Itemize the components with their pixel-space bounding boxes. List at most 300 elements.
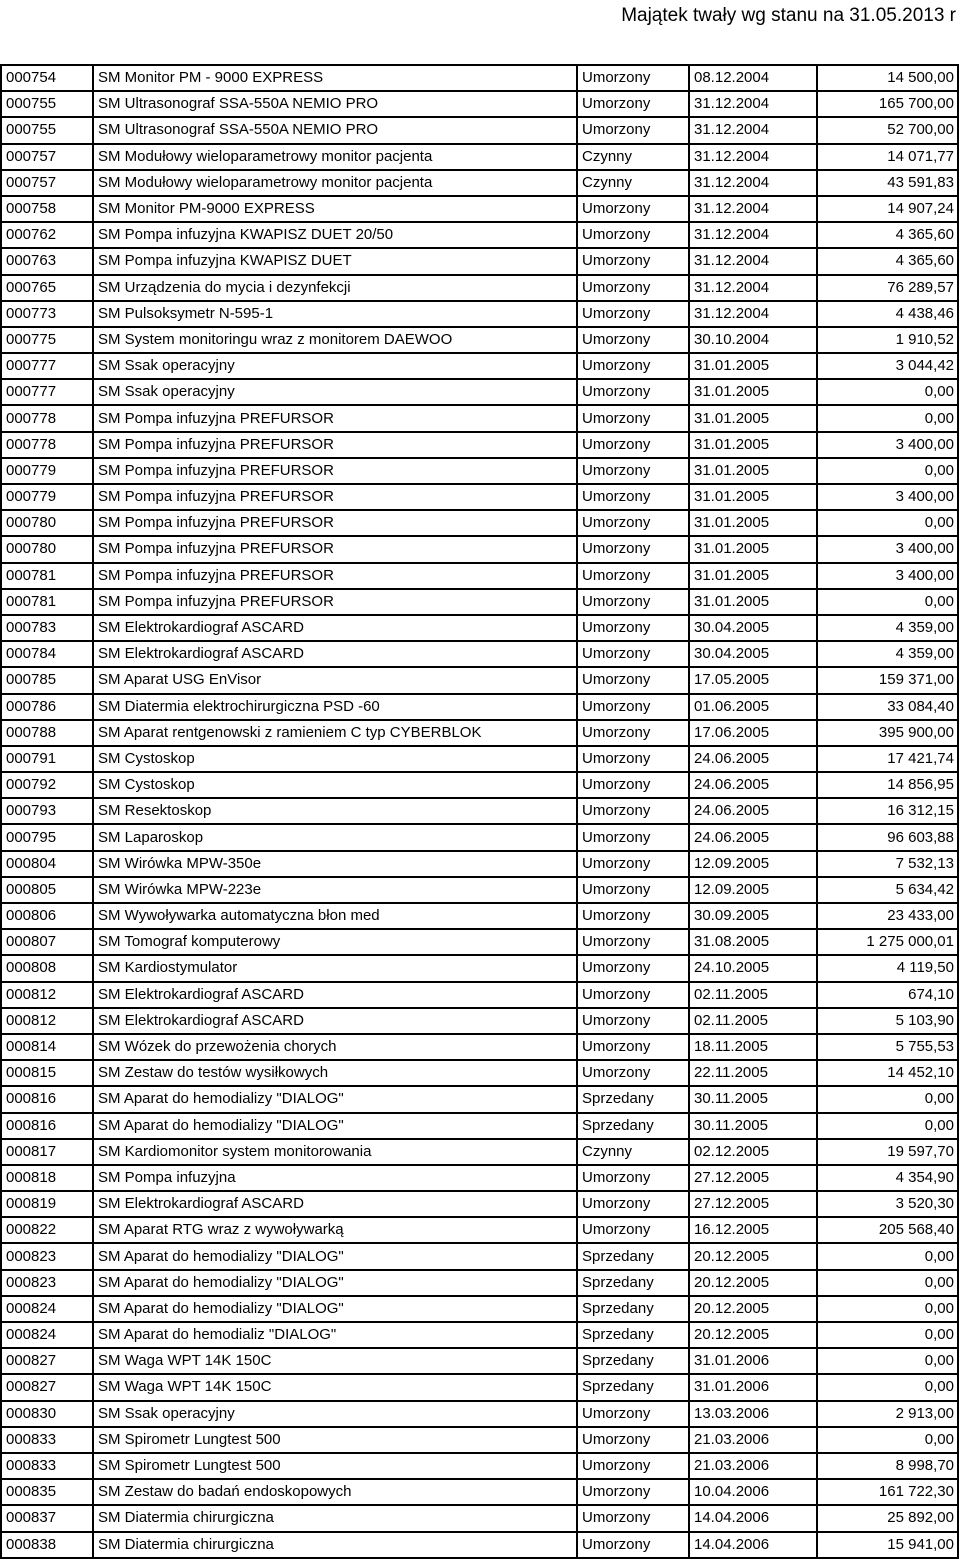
- asset-value-cell: 3 400,00: [817, 536, 958, 562]
- asset-value-cell: 2 913,00: [817, 1401, 958, 1427]
- asset-date-cell: 31.12.2004: [689, 275, 817, 301]
- asset-id-cell: 000815: [1, 1060, 93, 1086]
- asset-value-cell: 0,00: [817, 1086, 958, 1112]
- asset-date-cell: 31.12.2004: [689, 196, 817, 222]
- asset-value-cell: 1 275 000,01: [817, 929, 958, 955]
- asset-status-cell: Umorzony: [577, 877, 689, 903]
- asset-status-cell: Umorzony: [577, 589, 689, 615]
- asset-date-cell: 31.12.2004: [689, 170, 817, 196]
- asset-name-cell: SM Pompa infuzyjna PREFURSOR: [93, 563, 577, 589]
- asset-name-cell: SM Pompa infuzyjna: [93, 1165, 577, 1191]
- asset-status-cell: Umorzony: [577, 1034, 689, 1060]
- asset-name-cell: SM Aparat do hemodializ "DIALOG": [93, 1322, 577, 1348]
- asset-status-cell: Umorzony: [577, 1217, 689, 1243]
- asset-status-cell: Czynny: [577, 1139, 689, 1165]
- asset-status-cell: Umorzony: [577, 65, 689, 91]
- asset-value-cell: 14 907,24: [817, 196, 958, 222]
- table-row: [1, 798, 958, 824]
- table-row: [1, 1113, 958, 1139]
- asset-date-cell: 13.03.2006: [689, 1401, 817, 1427]
- table-row: [1, 1270, 958, 1296]
- table-row: [1, 1296, 958, 1322]
- asset-status-cell: Umorzony: [577, 903, 689, 929]
- asset-date-cell: 31.12.2004: [689, 248, 817, 274]
- asset-status-cell: Umorzony: [577, 1453, 689, 1479]
- asset-name-cell: SM Tomograf komputerowy: [93, 929, 577, 955]
- asset-status-cell: Umorzony: [577, 772, 689, 798]
- asset-id-cell: 000755: [1, 117, 93, 143]
- asset-value-cell: 14 856,95: [817, 772, 958, 798]
- asset-id-cell: 000773: [1, 301, 93, 327]
- asset-value-cell: 0,00: [817, 458, 958, 484]
- asset-date-cell: 20.12.2005: [689, 1270, 817, 1296]
- asset-date-cell: 20.12.2005: [689, 1243, 817, 1269]
- asset-name-cell: SM Aparat rentgenowski z ramieniem C typ CYBERBLOK: [93, 720, 577, 746]
- asset-name-cell: SM Elektrokardiograf ASCARD: [93, 641, 577, 667]
- asset-id-cell: 000807: [1, 929, 93, 955]
- asset-date-cell: 31.12.2004: [689, 301, 817, 327]
- asset-value-cell: 43 591,83: [817, 170, 958, 196]
- asset-date-cell: 30.11.2005: [689, 1086, 817, 1112]
- asset-name-cell: SM Cystoskop: [93, 746, 577, 772]
- asset-value-cell: 0,00: [817, 510, 958, 536]
- table-row: [1, 746, 958, 772]
- asset-name-cell: SM Monitor PM-9000 EXPRESS: [93, 196, 577, 222]
- asset-status-cell: Sprzedany: [577, 1113, 689, 1139]
- asset-status-cell: Umorzony: [577, 248, 689, 274]
- asset-name-cell: SM Diatermia elektrochirurgiczna PSD -60: [93, 694, 577, 720]
- asset-name-cell: SM Waga WPT 14K 150C: [93, 1348, 577, 1374]
- asset-name-cell: SM Pompa infuzyjna PREFURSOR: [93, 536, 577, 562]
- asset-id-cell: 000824: [1, 1296, 93, 1322]
- table-row: [1, 1060, 958, 1086]
- table-row: [1, 1374, 958, 1400]
- asset-value-cell: 3 044,42: [817, 353, 958, 379]
- asset-status-cell: Umorzony: [577, 694, 689, 720]
- asset-name-cell: SM Kardiomonitor system monitorowania: [93, 1139, 577, 1165]
- asset-value-cell: 33 084,40: [817, 694, 958, 720]
- asset-date-cell: 30.10.2004: [689, 327, 817, 353]
- asset-status-cell: Umorzony: [577, 1427, 689, 1453]
- asset-date-cell: 14.04.2006: [689, 1532, 817, 1558]
- asset-status-cell: Sprzedany: [577, 1270, 689, 1296]
- asset-id-cell: 000824: [1, 1322, 93, 1348]
- asset-name-cell: SM Ssak operacyjny: [93, 353, 577, 379]
- asset-id-cell: 000830: [1, 1401, 93, 1427]
- asset-status-cell: Umorzony: [577, 563, 689, 589]
- table-row: [1, 877, 958, 903]
- table-row: [1, 589, 958, 615]
- asset-id-cell: 000765: [1, 275, 93, 301]
- asset-value-cell: 15 941,00: [817, 1532, 958, 1558]
- table-row: [1, 563, 958, 589]
- asset-value-cell: 674,10: [817, 982, 958, 1008]
- table-row: [1, 1217, 958, 1243]
- asset-id-cell: 000791: [1, 746, 93, 772]
- asset-value-cell: 16 312,15: [817, 798, 958, 824]
- asset-id-cell: 000777: [1, 379, 93, 405]
- asset-date-cell: 31.01.2005: [689, 536, 817, 562]
- asset-value-cell: 395 900,00: [817, 720, 958, 746]
- asset-name-cell: SM Aparat RTG wraz z wywoływarką: [93, 1217, 577, 1243]
- asset-date-cell: 16.12.2005: [689, 1217, 817, 1243]
- asset-date-cell: 30.11.2005: [689, 1113, 817, 1139]
- asset-date-cell: 31.01.2005: [689, 458, 817, 484]
- asset-name-cell: SM Urządzenia do mycia i dezynfekcji: [93, 275, 577, 301]
- asset-date-cell: 12.09.2005: [689, 877, 817, 903]
- table-row: [1, 1191, 958, 1217]
- asset-name-cell: SM Pompa infuzyjna KWAPISZ DUET: [93, 248, 577, 274]
- asset-id-cell: 000822: [1, 1217, 93, 1243]
- asset-value-cell: 159 371,00: [817, 667, 958, 693]
- table-row: [1, 694, 958, 720]
- asset-id-cell: 000781: [1, 563, 93, 589]
- asset-name-cell: SM Zestaw do badań endoskopowych: [93, 1479, 577, 1505]
- asset-date-cell: 31.08.2005: [689, 929, 817, 955]
- asset-date-cell: 31.01.2005: [689, 510, 817, 536]
- asset-id-cell: 000757: [1, 170, 93, 196]
- asset-date-cell: 27.12.2005: [689, 1191, 817, 1217]
- asset-id-cell: 000763: [1, 248, 93, 274]
- asset-status-cell: Umorzony: [577, 746, 689, 772]
- asset-date-cell: 27.12.2005: [689, 1165, 817, 1191]
- asset-date-cell: 24.06.2005: [689, 772, 817, 798]
- asset-id-cell: 000758: [1, 196, 93, 222]
- asset-date-cell: 24.06.2005: [689, 824, 817, 850]
- asset-status-cell: Umorzony: [577, 353, 689, 379]
- asset-value-cell: 0,00: [817, 1348, 958, 1374]
- asset-value-cell: 23 433,00: [817, 903, 958, 929]
- asset-date-cell: 24.06.2005: [689, 746, 817, 772]
- table-row: [1, 1008, 958, 1034]
- asset-value-cell: 7 532,13: [817, 851, 958, 877]
- asset-id-cell: 000780: [1, 510, 93, 536]
- asset-status-cell: Umorzony: [577, 91, 689, 117]
- asset-id-cell: 000755: [1, 91, 93, 117]
- asset-id-cell: 000819: [1, 1191, 93, 1217]
- asset-date-cell: 31.01.2005: [689, 432, 817, 458]
- asset-date-cell: 12.09.2005: [689, 851, 817, 877]
- asset-id-cell: 000833: [1, 1427, 93, 1453]
- asset-id-cell: 000754: [1, 65, 93, 91]
- table-row: [1, 405, 958, 431]
- asset-id-cell: 000823: [1, 1243, 93, 1269]
- asset-name-cell: SM Aparat do hemodializy "DIALOG": [93, 1113, 577, 1139]
- asset-value-cell: 3 400,00: [817, 432, 958, 458]
- asset-status-cell: Umorzony: [577, 798, 689, 824]
- asset-id-cell: 000804: [1, 851, 93, 877]
- asset-name-cell: SM Spirometr Lungtest 500: [93, 1453, 577, 1479]
- table-row: [1, 1479, 958, 1505]
- asset-status-cell: Umorzony: [577, 1401, 689, 1427]
- asset-name-cell: SM Cystoskop: [93, 772, 577, 798]
- asset-status-cell: Umorzony: [577, 1008, 689, 1034]
- table-row: [1, 903, 958, 929]
- asset-name-cell: SM Pompa infuzyjna PREFURSOR: [93, 458, 577, 484]
- asset-date-cell: 02.11.2005: [689, 982, 817, 1008]
- asset-date-cell: 20.12.2005: [689, 1322, 817, 1348]
- asset-id-cell: 000778: [1, 405, 93, 431]
- asset-name-cell: SM Zestaw do testów wysiłkowych: [93, 1060, 577, 1086]
- asset-name-cell: SM Wywoływarka automatyczna błon med: [93, 903, 577, 929]
- asset-date-cell: 20.12.2005: [689, 1296, 817, 1322]
- asset-id-cell: 000827: [1, 1348, 93, 1374]
- asset-name-cell: SM Ultrasonograf SSA-550A NEMIO PRO: [93, 91, 577, 117]
- asset-id-cell: 000812: [1, 1008, 93, 1034]
- asset-value-cell: 4 365,60: [817, 248, 958, 274]
- asset-name-cell: SM Wirówka MPW-350e: [93, 851, 577, 877]
- asset-name-cell: SM Ssak operacyjny: [93, 1401, 577, 1427]
- asset-status-cell: Sprzedany: [577, 1086, 689, 1112]
- asset-name-cell: SM Diatermia chirurgiczna: [93, 1532, 577, 1558]
- asset-date-cell: 08.12.2004: [689, 65, 817, 91]
- asset-value-cell: 96 603,88: [817, 824, 958, 850]
- asset-name-cell: SM Elektrokardiograf ASCARD: [93, 615, 577, 641]
- asset-date-cell: 30.04.2005: [689, 641, 817, 667]
- asset-name-cell: SM Spirometr Lungtest 500: [93, 1427, 577, 1453]
- asset-table: [0, 64, 959, 1559]
- table-row: [1, 536, 958, 562]
- asset-value-cell: 0,00: [817, 1427, 958, 1453]
- asset-date-cell: 22.11.2005: [689, 1060, 817, 1086]
- asset-date-cell: 31.01.2005: [689, 589, 817, 615]
- asset-name-cell: SM Pompa infuzyjna PREFURSOR: [93, 484, 577, 510]
- asset-status-cell: Umorzony: [577, 379, 689, 405]
- asset-status-cell: Umorzony: [577, 667, 689, 693]
- asset-id-cell: 000792: [1, 772, 93, 798]
- table-row: [1, 1322, 958, 1348]
- asset-id-cell: 000837: [1, 1505, 93, 1531]
- asset-value-cell: 52 700,00: [817, 117, 958, 143]
- asset-date-cell: 31.01.2006: [689, 1348, 817, 1374]
- asset-id-cell: 000786: [1, 694, 93, 720]
- asset-value-cell: 161 722,30: [817, 1479, 958, 1505]
- table-row: [1, 1165, 958, 1191]
- asset-status-cell: Sprzedany: [577, 1348, 689, 1374]
- asset-id-cell: 000793: [1, 798, 93, 824]
- asset-status-cell: Umorzony: [577, 536, 689, 562]
- asset-date-cell: 24.06.2005: [689, 798, 817, 824]
- asset-name-cell: SM Aparat do hemodializy "DIALOG": [93, 1243, 577, 1269]
- asset-name-cell: SM Resektoskop: [93, 798, 577, 824]
- asset-id-cell: 000778: [1, 432, 93, 458]
- asset-value-cell: 4 359,00: [817, 641, 958, 667]
- asset-id-cell: 000795: [1, 824, 93, 850]
- table-row: [1, 1427, 958, 1453]
- asset-date-cell: 30.09.2005: [689, 903, 817, 929]
- asset-value-cell: 4 438,46: [817, 301, 958, 327]
- asset-value-cell: 0,00: [817, 405, 958, 431]
- table-row: [1, 772, 958, 798]
- asset-status-cell: Umorzony: [577, 641, 689, 667]
- asset-value-cell: 3 520,30: [817, 1191, 958, 1217]
- asset-name-cell: SM System monitoringu wraz z monitorem DAEWOO: [93, 327, 577, 353]
- asset-id-cell: 000788: [1, 720, 93, 746]
- asset-date-cell: 31.12.2004: [689, 91, 817, 117]
- asset-status-cell: Umorzony: [577, 1191, 689, 1217]
- asset-name-cell: SM Elektrokardiograf ASCARD: [93, 982, 577, 1008]
- table-row: [1, 1348, 958, 1374]
- table-row: [1, 1505, 958, 1531]
- table-row: [1, 1532, 958, 1558]
- asset-value-cell: 19 597,70: [817, 1139, 958, 1165]
- asset-date-cell: 18.11.2005: [689, 1034, 817, 1060]
- asset-date-cell: 31.12.2004: [689, 144, 817, 170]
- table-row: [1, 1086, 958, 1112]
- asset-id-cell: 000783: [1, 615, 93, 641]
- table-row: [1, 510, 958, 536]
- asset-value-cell: 4 359,00: [817, 615, 958, 641]
- asset-status-cell: Umorzony: [577, 929, 689, 955]
- asset-status-cell: Umorzony: [577, 275, 689, 301]
- table-row: [1, 982, 958, 1008]
- asset-status-cell: Umorzony: [577, 484, 689, 510]
- asset-date-cell: 31.01.2005: [689, 353, 817, 379]
- asset-status-cell: Umorzony: [577, 458, 689, 484]
- asset-id-cell: 000818: [1, 1165, 93, 1191]
- table-row: [1, 275, 958, 301]
- asset-status-cell: Czynny: [577, 144, 689, 170]
- asset-date-cell: 31.12.2004: [689, 117, 817, 143]
- asset-name-cell: SM Ultrasonograf SSA-550A NEMIO PRO: [93, 117, 577, 143]
- asset-date-cell: 02.11.2005: [689, 1008, 817, 1034]
- asset-name-cell: SM Aparat do hemodializy "DIALOG": [93, 1086, 577, 1112]
- table-row: [1, 851, 958, 877]
- asset-value-cell: 4 354,90: [817, 1165, 958, 1191]
- asset-id-cell: 000777: [1, 353, 93, 379]
- asset-status-cell: Umorzony: [577, 405, 689, 431]
- asset-date-cell: 31.01.2005: [689, 405, 817, 431]
- asset-date-cell: 21.03.2006: [689, 1453, 817, 1479]
- asset-value-cell: 17 421,74: [817, 746, 958, 772]
- asset-status-cell: Umorzony: [577, 1479, 689, 1505]
- table-row: [1, 929, 958, 955]
- asset-name-cell: SM Elektrokardiograf ASCARD: [93, 1008, 577, 1034]
- asset-date-cell: 01.06.2005: [689, 694, 817, 720]
- asset-status-cell: Umorzony: [577, 851, 689, 877]
- asset-value-cell: 76 289,57: [817, 275, 958, 301]
- asset-date-cell: 17.05.2005: [689, 667, 817, 693]
- asset-value-cell: 5 634,42: [817, 877, 958, 903]
- asset-date-cell: 14.04.2006: [689, 1505, 817, 1531]
- asset-id-cell: 000805: [1, 877, 93, 903]
- asset-value-cell: 0,00: [817, 1270, 958, 1296]
- asset-status-cell: Czynny: [577, 170, 689, 196]
- asset-status-cell: Umorzony: [577, 327, 689, 353]
- asset-id-cell: 000757: [1, 144, 93, 170]
- asset-id-cell: 000785: [1, 667, 93, 693]
- asset-status-cell: Umorzony: [577, 510, 689, 536]
- asset-value-cell: 0,00: [817, 1322, 958, 1348]
- table-row: [1, 353, 958, 379]
- asset-status-cell: Sprzedany: [577, 1296, 689, 1322]
- asset-value-cell: 1 910,52: [817, 327, 958, 353]
- table-row: [1, 379, 958, 405]
- asset-value-cell: 205 568,40: [817, 1217, 958, 1243]
- asset-id-cell: 000781: [1, 589, 93, 615]
- asset-id-cell: 000817: [1, 1139, 93, 1165]
- table-row: [1, 65, 958, 91]
- table-row: [1, 615, 958, 641]
- asset-status-cell: Umorzony: [577, 720, 689, 746]
- asset-name-cell: SM Modułowy wieloparametrowy monitor pacjenta: [93, 144, 577, 170]
- table-row: [1, 327, 958, 353]
- asset-value-cell: 14 452,10: [817, 1060, 958, 1086]
- asset-id-cell: 000816: [1, 1086, 93, 1112]
- table-row: [1, 484, 958, 510]
- asset-name-cell: SM Modułowy wieloparametrowy monitor pacjenta: [93, 170, 577, 196]
- asset-value-cell: 4 119,50: [817, 955, 958, 981]
- table-row: [1, 196, 958, 222]
- asset-date-cell: 31.01.2005: [689, 484, 817, 510]
- asset-name-cell: SM Laparoskop: [93, 824, 577, 850]
- asset-date-cell: 31.01.2006: [689, 1374, 817, 1400]
- asset-status-cell: Umorzony: [577, 982, 689, 1008]
- asset-status-cell: Umorzony: [577, 196, 689, 222]
- table-row: [1, 824, 958, 850]
- asset-value-cell: 165 700,00: [817, 91, 958, 117]
- asset-id-cell: 000823: [1, 1270, 93, 1296]
- asset-date-cell: 30.04.2005: [689, 615, 817, 641]
- asset-value-cell: 0,00: [817, 1296, 958, 1322]
- asset-id-cell: 000808: [1, 955, 93, 981]
- asset-value-cell: 0,00: [817, 1113, 958, 1139]
- table-row: [1, 641, 958, 667]
- asset-value-cell: 0,00: [817, 1243, 958, 1269]
- asset-id-cell: 000838: [1, 1532, 93, 1558]
- asset-status-cell: Umorzony: [577, 955, 689, 981]
- asset-date-cell: 31.12.2004: [689, 222, 817, 248]
- asset-id-cell: 000806: [1, 903, 93, 929]
- asset-id-cell: 000775: [1, 327, 93, 353]
- asset-status-cell: Umorzony: [577, 1505, 689, 1531]
- asset-date-cell: 21.03.2006: [689, 1427, 817, 1453]
- table-row: [1, 432, 958, 458]
- asset-id-cell: 000812: [1, 982, 93, 1008]
- asset-status-cell: Umorzony: [577, 1165, 689, 1191]
- asset-value-cell: 14 500,00: [817, 65, 958, 91]
- table-row: [1, 170, 958, 196]
- asset-value-cell: 3 400,00: [817, 484, 958, 510]
- asset-name-cell: SM Diatermia chirurgiczna: [93, 1505, 577, 1531]
- asset-status-cell: Sprzedany: [577, 1243, 689, 1269]
- asset-date-cell: 10.04.2006: [689, 1479, 817, 1505]
- asset-name-cell: SM Aparat USG EnVisor: [93, 667, 577, 693]
- asset-name-cell: SM Pompa infuzyjna PREFURSOR: [93, 510, 577, 536]
- table-row: [1, 1453, 958, 1479]
- asset-name-cell: SM Monitor PM - 9000 EXPRESS: [93, 65, 577, 91]
- asset-id-cell: 000784: [1, 641, 93, 667]
- asset-id-cell: 000833: [1, 1453, 93, 1479]
- asset-value-cell: 0,00: [817, 379, 958, 405]
- asset-status-cell: Umorzony: [577, 1532, 689, 1558]
- asset-value-cell: 3 400,00: [817, 563, 958, 589]
- asset-value-cell: 4 365,60: [817, 222, 958, 248]
- asset-id-cell: 000779: [1, 484, 93, 510]
- asset-name-cell: SM Pompa infuzyjna PREFURSOR: [93, 589, 577, 615]
- asset-status-cell: Sprzedany: [577, 1374, 689, 1400]
- asset-name-cell: SM Pompa infuzyjna PREFURSOR: [93, 432, 577, 458]
- asset-status-cell: Umorzony: [577, 615, 689, 641]
- asset-name-cell: SM Pompa infuzyjna PREFURSOR: [93, 405, 577, 431]
- asset-id-cell: 000814: [1, 1034, 93, 1060]
- asset-status-cell: Umorzony: [577, 222, 689, 248]
- asset-value-cell: 0,00: [817, 589, 958, 615]
- asset-date-cell: 31.01.2005: [689, 379, 817, 405]
- table-row: [1, 222, 958, 248]
- table-row: [1, 117, 958, 143]
- asset-id-cell: 000762: [1, 222, 93, 248]
